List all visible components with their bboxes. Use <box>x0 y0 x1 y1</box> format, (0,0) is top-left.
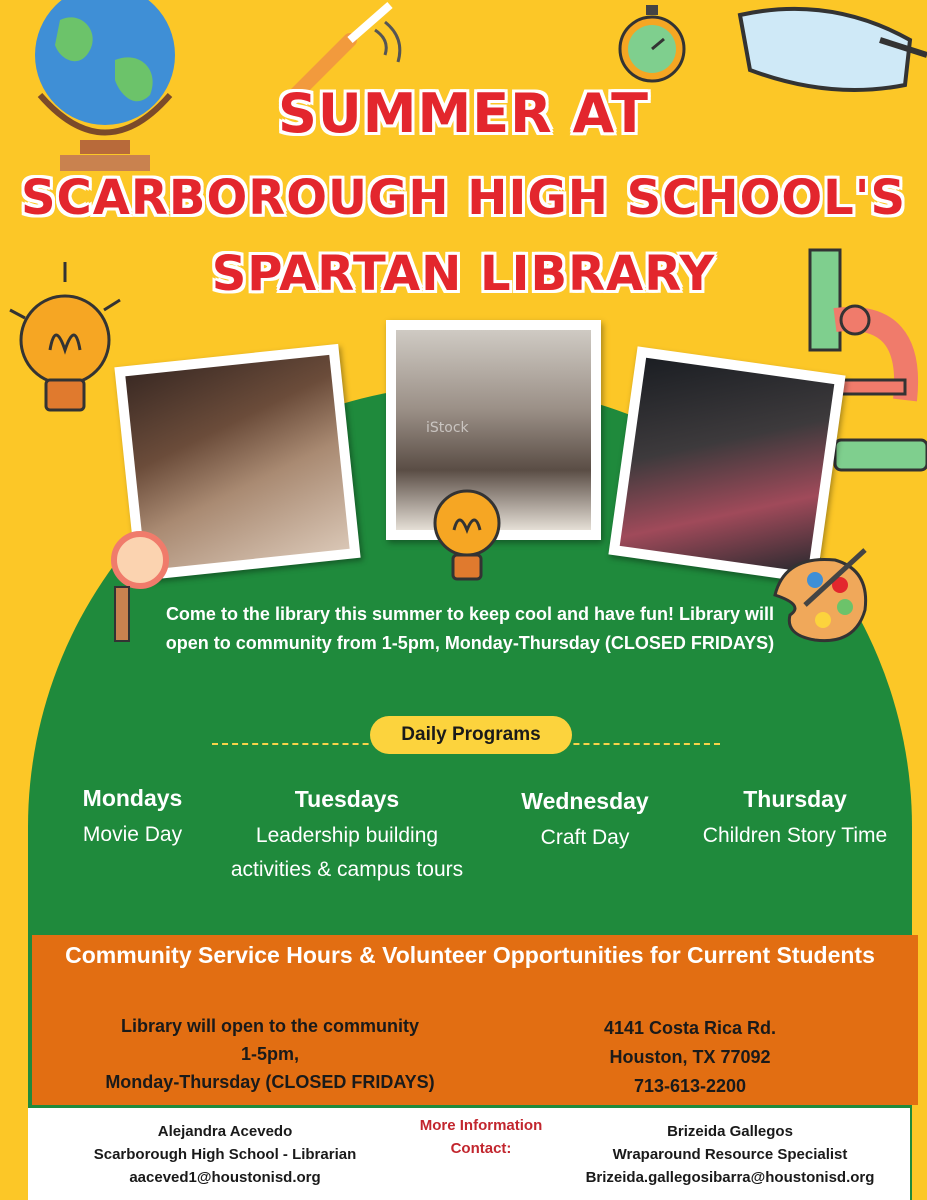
contact-name: Brizeida Gallegos <box>667 1123 793 1140</box>
stopwatch-icon <box>612 5 692 85</box>
title-line-3: SPARTAN LIBRARY <box>211 246 716 302</box>
community-title: Community Service Hours & Volunteer Opportunities for Current Students <box>65 942 875 968</box>
day-description: Leadership building activities & campus tours <box>230 824 464 881</box>
day-wednesday <box>490 788 680 855</box>
title-line-1: SUMMER AT <box>278 82 649 145</box>
hours-block <box>60 1012 480 1096</box>
photo-watermark: iStock <box>426 420 469 436</box>
more-info-line: Contact: <box>450 1140 512 1157</box>
day-description: Craft Day <box>540 826 630 849</box>
contact-role: Scarborough High School - Librarian <box>93 1146 357 1163</box>
more-info-line: More Information <box>419 1117 543 1134</box>
contact-role: Wraparound Resource Specialist <box>612 1146 848 1163</box>
daily-programs-label: Daily Programs <box>370 716 572 754</box>
intro-text: Come to the library this summer to keep cool and have fun! Library will open to community from 1-5pm, Monday-Thursday (CLOSED FRIDAYS) <box>165 604 775 653</box>
day-tuesday <box>228 786 466 887</box>
lightbulb-small-icon <box>422 475 512 600</box>
contact-email: Brizeida.gallegosibarra@houstonisd.org <box>585 1169 875 1186</box>
address-city: Houston, TX 77092 <box>609 1047 771 1067</box>
address-street: 4141 Costa Rica Rd. <box>603 1018 777 1038</box>
contact-name: Alejandra Acevedo <box>157 1123 293 1140</box>
address-block <box>560 1014 820 1101</box>
day-name: Mondays <box>82 785 183 811</box>
hours-line: 1-5pm, <box>240 1044 300 1064</box>
day-name: Tuesdays <box>294 786 400 812</box>
day-description: Movie Day <box>82 823 183 846</box>
day-description: Children Story Time <box>702 824 888 847</box>
contact-specialist <box>560 1120 900 1189</box>
contact-librarian <box>40 1120 410 1189</box>
title-line-2: SCARBOROUGH HIGH SCHOOL'S <box>20 170 907 226</box>
hours-line: Monday-Thursday (CLOSED FRIDAYS) <box>105 1072 435 1092</box>
day-thursday <box>700 786 890 853</box>
contact-email: aaceved1@houstonisd.org <box>129 1169 321 1186</box>
day-monday <box>40 785 225 852</box>
hours-line: Library will open to the community <box>120 1016 420 1036</box>
more-information-label <box>398 1114 564 1160</box>
day-name: Wednesday <box>521 788 649 814</box>
day-name: Thursday <box>743 786 847 812</box>
phone-number: 713-613-2200 <box>633 1076 747 1096</box>
